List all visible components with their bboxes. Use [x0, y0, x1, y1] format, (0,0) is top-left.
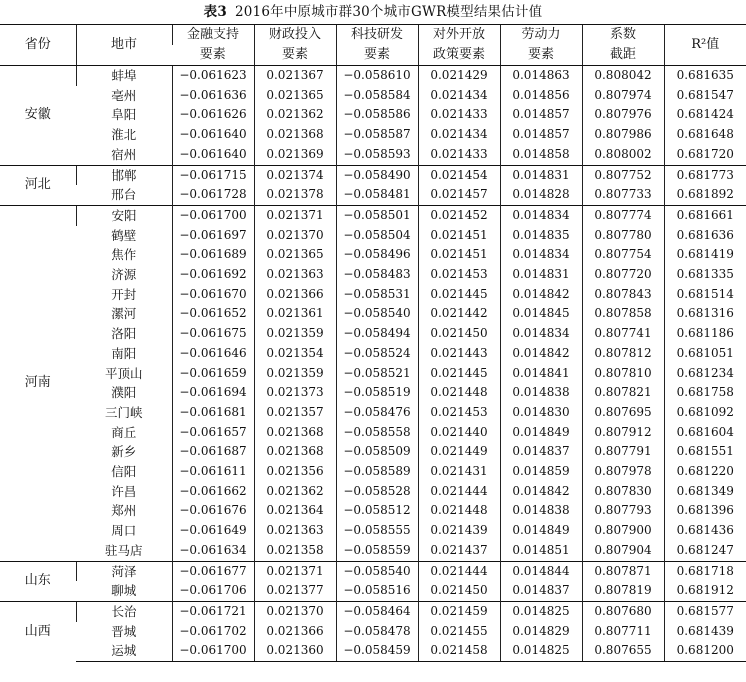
province-cell: 山东 — [0, 561, 76, 601]
table-row — [0, 304, 746, 324]
table-row — [0, 482, 746, 502]
header-intercept-line2: 截距 — [582, 45, 664, 66]
value-cell: −0.058555 — [336, 521, 418, 541]
value-cell: 0.807819 — [582, 581, 664, 601]
value-cell: −0.058531 — [336, 285, 418, 305]
city-cell: 驻马店 — [104, 542, 143, 558]
value-cell: 0.014830 — [500, 403, 582, 423]
value-cell: 0.021373 — [254, 383, 336, 403]
header-fiscal-line1: 财政投入 — [254, 25, 336, 46]
value-cell: −0.061626 — [172, 105, 254, 125]
city-cell: 周口 — [111, 523, 137, 539]
value-cell: 0.807655 — [582, 641, 664, 661]
city-cell: 商丘 — [111, 424, 137, 440]
header-fiscal-line2: 要素 — [254, 45, 336, 66]
value-cell: −0.061611 — [172, 462, 254, 482]
value-cell: −0.061687 — [172, 442, 254, 462]
province-cell: 河北 — [0, 165, 76, 205]
value-cell: 0.014845 — [500, 304, 582, 324]
value-cell: −0.058610 — [336, 66, 418, 86]
value-cell: 0.021454 — [418, 165, 500, 185]
province-cell: 安徽 — [0, 66, 76, 166]
table-row — [0, 145, 746, 165]
value-cell: 0.681419 — [664, 245, 746, 265]
value-cell: 0.807821 — [582, 383, 664, 403]
value-cell: 0.021371 — [254, 205, 336, 225]
value-cell: 0.014825 — [500, 641, 582, 661]
value-cell: −0.058481 — [336, 185, 418, 205]
city-cell: 郑州 — [111, 503, 137, 519]
value-cell: 0.681773 — [664, 165, 746, 185]
value-cell: −0.058501 — [336, 205, 418, 225]
value-cell: 0.807720 — [582, 265, 664, 285]
value-cell: −0.058521 — [336, 364, 418, 384]
table-number: 表3 — [203, 4, 227, 20]
city-cell: 邯郸 — [76, 165, 172, 185]
value-cell: 0.681247 — [664, 541, 746, 561]
table-row — [0, 86, 746, 106]
table-row — [0, 165, 746, 185]
city-cell: 阜阳 — [111, 107, 137, 123]
table-row — [0, 324, 746, 344]
table-row — [0, 245, 746, 265]
value-cell: −0.058516 — [336, 581, 418, 601]
value-cell: 0.807986 — [582, 125, 664, 145]
value-cell: 0.807774 — [582, 205, 664, 225]
table-title: 2016年中原城市群30个城市GWR模型结果估计值 — [234, 4, 543, 20]
city-cell: 亳州 — [111, 87, 137, 103]
value-cell: 0.681636 — [664, 226, 746, 246]
value-cell: −0.058483 — [336, 265, 418, 285]
value-cell: 0.681551 — [664, 442, 746, 462]
header-intercept-line1: 系数 — [582, 25, 664, 46]
value-cell: −0.061706 — [172, 581, 254, 601]
value-cell: 0.807871 — [582, 561, 664, 581]
value-cell: −0.058512 — [336, 501, 418, 521]
value-cell: −0.058586 — [336, 105, 418, 125]
value-cell: −0.058528 — [336, 482, 418, 502]
table-row — [0, 383, 746, 403]
value-cell: 0.021370 — [254, 226, 336, 246]
value-cell: 0.681912 — [664, 581, 746, 601]
city-cell: 三门峡 — [104, 404, 143, 420]
gwr-results-table — [0, 24, 746, 662]
value-cell: 0.021459 — [418, 601, 500, 621]
value-cell: 0.021362 — [254, 482, 336, 502]
city-cell: 蚌埠 — [76, 66, 172, 86]
city-cell: 焦作 — [111, 247, 137, 263]
value-cell: 0.021439 — [418, 521, 500, 541]
table-row — [0, 226, 746, 246]
value-cell: 0.681648 — [664, 125, 746, 145]
table-row — [0, 501, 746, 521]
value-cell: 0.014834 — [500, 245, 582, 265]
value-cell: 0.807976 — [582, 105, 664, 125]
value-cell: 0.021443 — [418, 344, 500, 364]
value-cell: −0.058587 — [336, 125, 418, 145]
city-cell: 开封 — [111, 286, 137, 302]
table-row — [0, 442, 746, 462]
value-cell: 0.014849 — [500, 423, 582, 443]
value-cell: −0.058589 — [336, 462, 418, 482]
value-cell: 0.021451 — [418, 245, 500, 265]
value-cell: 0.021364 — [254, 501, 336, 521]
value-cell: 0.021431 — [418, 462, 500, 482]
value-cell: 0.681439 — [664, 622, 746, 642]
value-cell: 0.014829 — [500, 622, 582, 642]
value-cell: −0.058593 — [336, 145, 418, 165]
value-cell: 0.021434 — [418, 86, 500, 106]
table-row — [0, 561, 746, 581]
city-cell: 许昌 — [111, 483, 137, 499]
value-cell: 0.681200 — [664, 641, 746, 661]
value-cell: 0.014863 — [500, 66, 582, 86]
value-cell: 0.021356 — [254, 462, 336, 482]
table-row — [0, 105, 746, 125]
table-row — [0, 521, 746, 541]
value-cell: −0.058584 — [336, 86, 418, 106]
value-cell: −0.061697 — [172, 226, 254, 246]
value-cell: 0.681604 — [664, 423, 746, 443]
header-labor-line2: 要素 — [500, 45, 582, 66]
value-cell: 0.014834 — [500, 324, 582, 344]
header-opening-line1: 对外开放 — [418, 25, 500, 46]
value-cell: 0.807843 — [582, 285, 664, 305]
value-cell: 0.807810 — [582, 364, 664, 384]
value-cell: −0.061659 — [172, 364, 254, 384]
table-row — [0, 601, 746, 621]
value-cell: 0.021363 — [254, 521, 336, 541]
value-cell: 0.681892 — [664, 185, 746, 205]
value-cell: 0.021437 — [418, 541, 500, 561]
header-labor-line1: 劳动力 — [500, 25, 582, 46]
value-cell: −0.061636 — [172, 86, 254, 106]
value-cell: 0.681758 — [664, 383, 746, 403]
table-row — [0, 185, 746, 205]
value-cell: 0.014842 — [500, 482, 582, 502]
value-cell: −0.061702 — [172, 622, 254, 642]
value-cell: 0.681547 — [664, 86, 746, 106]
table-row — [0, 364, 746, 384]
value-cell: −0.061715 — [172, 165, 254, 185]
value-cell: −0.061700 — [172, 205, 254, 225]
value-cell: −0.061657 — [172, 423, 254, 443]
value-cell: 0.807793 — [582, 501, 664, 521]
value-cell: 0.021378 — [254, 185, 336, 205]
value-cell: −0.061652 — [172, 304, 254, 324]
city-cell: 濮阳 — [111, 385, 137, 401]
value-cell: 0.014837 — [500, 581, 582, 601]
table-row — [0, 541, 746, 561]
table-row — [0, 344, 746, 364]
header-financial-line1: 金融支持 — [172, 25, 254, 46]
value-cell: 0.021354 — [254, 344, 336, 364]
table-row — [0, 462, 746, 482]
value-cell: −0.061677 — [172, 561, 254, 581]
value-cell: −0.058519 — [336, 383, 418, 403]
city-cell: 聊城 — [111, 583, 137, 599]
value-cell: 0.807858 — [582, 304, 664, 324]
value-cell: 0.014838 — [500, 501, 582, 521]
value-cell: 0.021442 — [418, 304, 500, 324]
value-cell: 0.681661 — [664, 205, 746, 225]
value-cell: 0.021445 — [418, 285, 500, 305]
value-cell: 0.014828 — [500, 185, 582, 205]
table-row — [0, 641, 746, 661]
value-cell: −0.058504 — [336, 226, 418, 246]
city-cell: 新乡 — [111, 444, 137, 460]
value-cell: 0.021457 — [418, 185, 500, 205]
value-cell: −0.061646 — [172, 344, 254, 364]
value-cell: 0.021453 — [418, 265, 500, 285]
value-cell: 0.807900 — [582, 521, 664, 541]
value-cell: 0.021374 — [254, 165, 336, 185]
value-cell: 0.681220 — [664, 462, 746, 482]
value-cell: 0.014859 — [500, 462, 582, 482]
value-cell: 0.021453 — [418, 403, 500, 423]
value-cell: −0.061670 — [172, 285, 254, 305]
value-cell: 0.014851 — [500, 541, 582, 561]
table-row — [0, 622, 746, 642]
value-cell: 0.807912 — [582, 423, 664, 443]
value-cell: 0.021434 — [418, 125, 500, 145]
value-cell: 0.021363 — [254, 265, 336, 285]
value-cell: 0.014841 — [500, 364, 582, 384]
value-cell: 0.021368 — [254, 423, 336, 443]
city-cell: 南阳 — [111, 345, 137, 361]
city-cell: 邢台 — [111, 187, 137, 203]
value-cell: 0.021445 — [418, 364, 500, 384]
table-row — [0, 423, 746, 443]
value-cell: 0.681186 — [664, 324, 746, 344]
value-cell: −0.058540 — [336, 561, 418, 581]
value-cell: 0.021357 — [254, 403, 336, 423]
value-cell: 0.021444 — [418, 561, 500, 581]
value-cell: 0.021433 — [418, 105, 500, 125]
value-cell: −0.061640 — [172, 125, 254, 145]
value-cell: −0.061675 — [172, 324, 254, 344]
value-cell: 0.681234 — [664, 364, 746, 384]
value-cell: 0.014831 — [500, 165, 582, 185]
value-cell: −0.058559 — [336, 541, 418, 561]
value-cell: 0.021455 — [418, 622, 500, 642]
value-cell: 0.681349 — [664, 482, 746, 502]
value-cell: 0.021458 — [418, 641, 500, 661]
value-cell: 0.021359 — [254, 324, 336, 344]
value-cell: −0.058496 — [336, 245, 418, 265]
value-cell: 0.021440 — [418, 423, 500, 443]
value-cell: 0.681396 — [664, 501, 746, 521]
table-row — [0, 285, 746, 305]
value-cell: 0.021448 — [418, 501, 500, 521]
value-cell: 0.807741 — [582, 324, 664, 344]
value-cell: 0.014838 — [500, 383, 582, 403]
value-cell: 0.021452 — [418, 205, 500, 225]
value-cell: −0.061662 — [172, 482, 254, 502]
value-cell: 0.807680 — [582, 601, 664, 621]
value-cell: 0.014831 — [500, 265, 582, 285]
value-cell: −0.058478 — [336, 622, 418, 642]
value-cell: −0.058509 — [336, 442, 418, 462]
city-cell: 晋城 — [111, 623, 137, 639]
table-row — [0, 205, 746, 225]
value-cell: 0.021358 — [254, 541, 336, 561]
table-row — [0, 125, 746, 145]
value-cell: 0.681577 — [664, 601, 746, 621]
value-cell: 0.807754 — [582, 245, 664, 265]
value-cell: −0.061649 — [172, 521, 254, 541]
value-cell: 0.681424 — [664, 105, 746, 125]
value-cell: 0.681051 — [664, 344, 746, 364]
value-cell: 0.014825 — [500, 601, 582, 621]
value-cell: 0.021368 — [254, 442, 336, 462]
value-cell: −0.061694 — [172, 383, 254, 403]
value-cell: 0.014856 — [500, 86, 582, 106]
value-cell: 0.808042 — [582, 66, 664, 86]
value-cell: 0.807830 — [582, 482, 664, 502]
table-row — [0, 403, 746, 423]
value-cell: 0.021366 — [254, 622, 336, 642]
value-cell: 0.807780 — [582, 226, 664, 246]
city-cell: 长治 — [76, 601, 172, 621]
table-caption — [0, 0, 746, 24]
province-cell: 河南 — [0, 205, 76, 561]
city-cell: 淮北 — [111, 127, 137, 143]
value-cell: 0.021365 — [254, 245, 336, 265]
value-cell: 0.014857 — [500, 105, 582, 125]
city-cell: 平顶山 — [104, 365, 143, 381]
value-cell: 0.681335 — [664, 265, 746, 285]
value-cell: −0.058524 — [336, 344, 418, 364]
city-cell: 鹤壁 — [111, 227, 137, 243]
value-cell: −0.058558 — [336, 423, 418, 443]
value-cell: 0.681720 — [664, 145, 746, 165]
value-cell: 0.021365 — [254, 86, 336, 106]
value-cell: 0.681635 — [664, 66, 746, 86]
value-cell: −0.061728 — [172, 185, 254, 205]
value-cell: 0.021360 — [254, 641, 336, 661]
value-cell: −0.061721 — [172, 601, 254, 621]
value-cell: 0.014857 — [500, 125, 582, 145]
value-cell: 0.014858 — [500, 145, 582, 165]
value-cell: 0.021449 — [418, 442, 500, 462]
table-row — [0, 581, 746, 601]
value-cell: 0.021369 — [254, 145, 336, 165]
value-cell: 0.807978 — [582, 462, 664, 482]
header-r2: R²值 — [664, 25, 746, 66]
value-cell: 0.021429 — [418, 66, 500, 86]
value-cell: 0.021359 — [254, 364, 336, 384]
city-cell: 洛阳 — [111, 326, 137, 342]
value-cell: 0.021448 — [418, 383, 500, 403]
value-cell: 0.681718 — [664, 561, 746, 581]
value-cell: 0.014842 — [500, 344, 582, 364]
value-cell: −0.058540 — [336, 304, 418, 324]
city-cell: 济源 — [111, 267, 137, 283]
value-cell: 0.807812 — [582, 344, 664, 364]
value-cell: 0.014844 — [500, 561, 582, 581]
value-cell: 0.021451 — [418, 226, 500, 246]
header-city: 地市 — [76, 25, 172, 66]
city-cell: 运城 — [76, 641, 172, 661]
header-tech-line1: 科技研发 — [336, 25, 418, 46]
value-cell: 0.681092 — [664, 403, 746, 423]
header-financial-line2: 要素 — [172, 45, 254, 66]
value-cell: 0.021450 — [418, 581, 500, 601]
table-row — [0, 66, 746, 86]
value-cell: 0.014835 — [500, 226, 582, 246]
value-cell: −0.061676 — [172, 501, 254, 521]
table-header — [0, 25, 746, 66]
value-cell: −0.058464 — [336, 601, 418, 621]
value-cell: 0.807752 — [582, 165, 664, 185]
value-cell: −0.061700 — [172, 641, 254, 661]
city-cell: 宿州 — [111, 146, 137, 162]
city-cell: 信阳 — [111, 464, 137, 480]
value-cell: −0.061623 — [172, 66, 254, 86]
value-cell: −0.058476 — [336, 403, 418, 423]
value-cell: 0.021370 — [254, 601, 336, 621]
value-cell: 0.808002 — [582, 145, 664, 165]
value-cell: −0.061640 — [172, 145, 254, 165]
value-cell: 0.021361 — [254, 304, 336, 324]
value-cell: 0.021366 — [254, 285, 336, 305]
value-cell: −0.058490 — [336, 165, 418, 185]
table-body — [0, 66, 746, 662]
city-cell: 菏泽 — [76, 561, 172, 581]
value-cell: −0.061634 — [172, 541, 254, 561]
value-cell: 0.021444 — [418, 482, 500, 502]
value-cell: 0.021450 — [418, 324, 500, 344]
value-cell: 0.807904 — [582, 541, 664, 561]
value-cell: 0.014849 — [500, 521, 582, 541]
value-cell: 0.014837 — [500, 442, 582, 462]
value-cell: 0.021371 — [254, 561, 336, 581]
value-cell: 0.807974 — [582, 86, 664, 106]
value-cell: −0.061692 — [172, 265, 254, 285]
value-cell: 0.807791 — [582, 442, 664, 462]
value-cell: 0.681316 — [664, 304, 746, 324]
value-cell: 0.681436 — [664, 521, 746, 541]
value-cell: 0.021368 — [254, 125, 336, 145]
value-cell: 0.807733 — [582, 185, 664, 205]
province-cell: 山西 — [0, 601, 76, 661]
table-row — [0, 265, 746, 285]
value-cell: 0.021362 — [254, 105, 336, 125]
value-cell: 0.014842 — [500, 285, 582, 305]
header-opening-line2: 政策要素 — [418, 45, 500, 66]
city-cell: 漯河 — [111, 306, 137, 322]
city-cell: 安阳 — [76, 205, 172, 225]
value-cell: 0.681514 — [664, 285, 746, 305]
value-cell: −0.058494 — [336, 324, 418, 344]
value-cell: −0.058459 — [336, 641, 418, 661]
value-cell: 0.807695 — [582, 403, 664, 423]
value-cell: 0.021433 — [418, 145, 500, 165]
value-cell: 0.807711 — [582, 622, 664, 642]
value-cell: 0.021377 — [254, 581, 336, 601]
value-cell: 0.014834 — [500, 205, 582, 225]
header-tech-line2: 要素 — [336, 45, 418, 66]
header-province: 省份 — [0, 25, 76, 66]
value-cell: −0.061689 — [172, 245, 254, 265]
value-cell: 0.021367 — [254, 66, 336, 86]
value-cell: −0.061681 — [172, 403, 254, 423]
